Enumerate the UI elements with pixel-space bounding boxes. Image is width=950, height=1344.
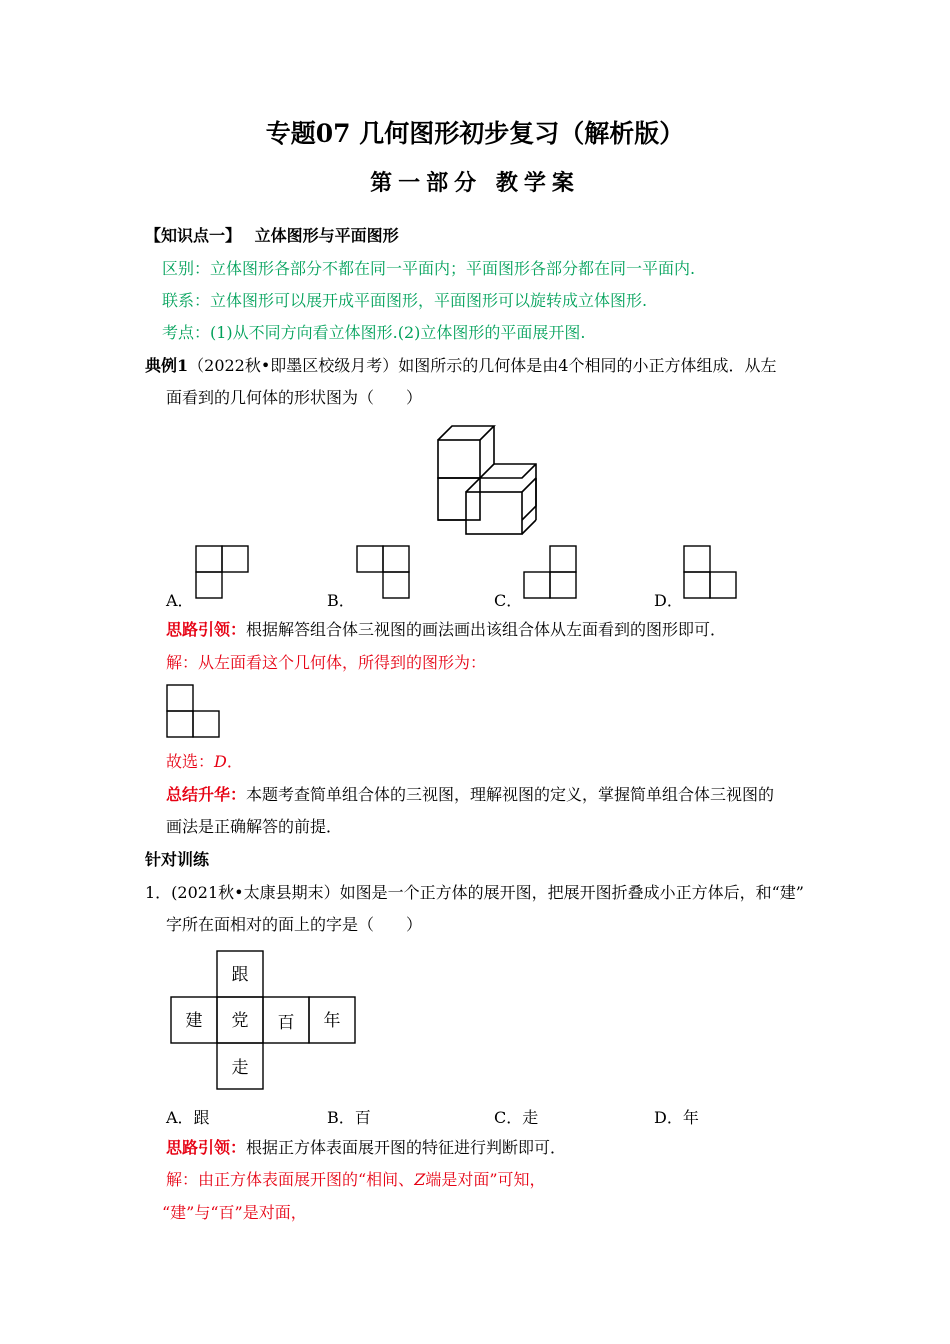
option-c-figure	[524, 546, 578, 600]
training-heading: 针对训练	[145, 850, 210, 869]
example1-hint	[166, 620, 726, 640]
answer-value: D	[214, 752, 227, 771]
cube-top-front	[438, 440, 480, 478]
example1-text1: （2022秋•即墨区校级月考）如图所示的几何体是由4个相同的小正方体组成．从左	[188, 356, 777, 375]
example1-option-b: B．	[327, 591, 355, 610]
example1-solution: 解：从左面看这个几何体，所得到的图形为：	[166, 653, 487, 672]
training-option-b: B．百	[327, 1108, 371, 1127]
training-hint	[166, 1138, 566, 1158]
answer-suffix: ．	[226, 752, 243, 771]
training-solution	[166, 1170, 546, 1190]
net-label-bottom: 走	[231, 1058, 249, 1078]
net-label-right1: 百	[277, 1013, 295, 1033]
example1-line2: 面看到的几何体的形状图为（ ）	[166, 388, 423, 407]
training-sol-pre: 解：由正方体表面展开图的“相间、	[166, 1170, 415, 1189]
net-label-right2: 年	[323, 1011, 341, 1031]
summary-label: 总结升华：	[166, 785, 247, 804]
page-subtitle: 第一部分 教学案	[370, 170, 580, 196]
knowledge-title: 立体图形与平面图形	[254, 226, 399, 245]
net-label-top: 跟	[231, 965, 249, 985]
example1-answer	[166, 752, 243, 772]
example1-summary	[166, 785, 774, 805]
example1-option-d: D．	[654, 591, 683, 610]
knowledge-diff: 区别：立体图形各部分不都在同一平面内；平面图形各部分都在同一平面内.	[162, 259, 696, 278]
training-q1-line1: 1．(2021秋•太康县期末）如图是一个正方体的展开图，把展开图折叠成小正方体后，和“建”	[145, 883, 804, 902]
knowledge-tag: 【知识点一】	[145, 226, 242, 245]
training-sol-post: 端是对面”可知，	[425, 1170, 546, 1189]
training-hint-text: 根据正方体表面展开图的特征进行判断即可．	[246, 1138, 567, 1157]
example1-line1	[145, 356, 776, 376]
training-q1-line2: 字所在面相对的面上的字是（ ）	[166, 915, 423, 934]
page-title: 专题07 几何图形初步复习（解析版）	[265, 119, 685, 148]
knowledge-link: 联系：立体图形可以展开成平面图形，平面图形可以旋转成立体图形.	[162, 291, 648, 310]
net-label-left: 建	[185, 1011, 203, 1031]
training-hint-label: 思路引领：	[166, 1138, 247, 1157]
example1-option-a: A．	[166, 591, 194, 610]
example1-option-c: C．	[494, 591, 523, 610]
cube-net-figure	[171, 951, 357, 1091]
option-d-figure	[684, 546, 738, 600]
knowledge-heading	[145, 226, 399, 246]
training-sol-z: Z	[414, 1170, 426, 1189]
training-option-a: A．跟	[166, 1108, 210, 1127]
example1-hint-text: 根据解答组合体三视图的画法画出该组合体从左面看到的图形即可．	[246, 620, 727, 639]
example1-hint-label: 思路引领：	[166, 620, 247, 639]
solution-figure	[167, 685, 221, 739]
training-solution-line2: “建”与“百”是对面，	[162, 1203, 307, 1222]
option-a-figure	[196, 546, 250, 600]
knowledge-points: 考点：(1)从不同方向看立体图形.(2)立体图形的平面展开图.	[162, 323, 586, 342]
summary-text1: 本题考查简单组合体的三视图，理解视图的定义，掌握简单组合体三视图的	[246, 785, 775, 804]
answer-prefix: 故选：	[166, 752, 215, 771]
option-b-figure	[357, 546, 411, 600]
net-label-center: 党	[231, 1011, 249, 1031]
training-option-c: C．走	[494, 1108, 539, 1127]
summary-line2: 画法是正确解答的前提．	[166, 817, 343, 836]
cube-stack-figure	[430, 420, 545, 535]
cube-right-front	[466, 492, 522, 534]
training-option-d: D．年	[654, 1108, 699, 1127]
example1-label: 典例1	[145, 356, 189, 375]
